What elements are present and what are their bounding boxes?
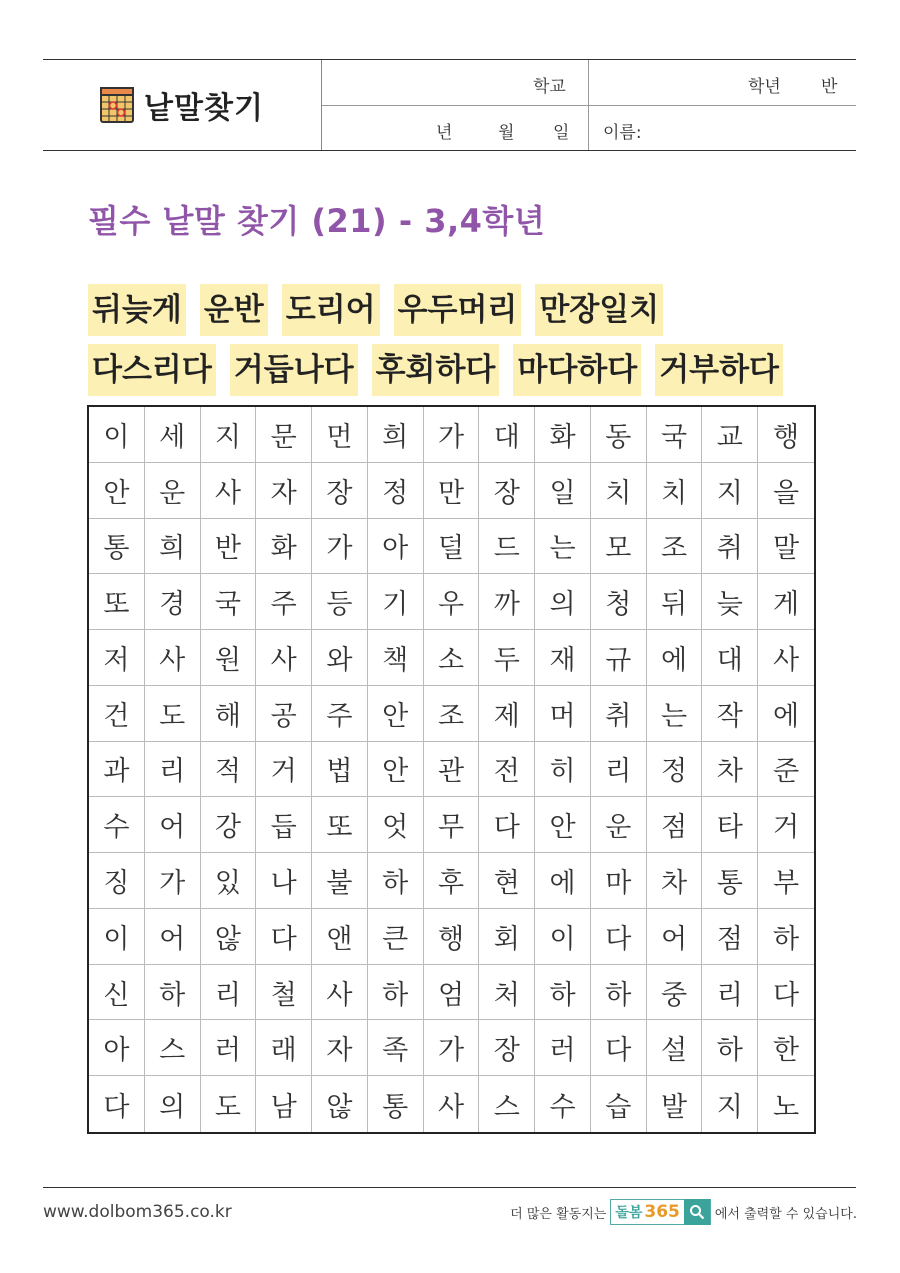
- grid-cell[interactable]: 마: [591, 853, 647, 909]
- grid-cell[interactable]: 법: [312, 742, 368, 798]
- footer-divider: [43, 1187, 856, 1188]
- grid-cell[interactable]: 어: [145, 797, 201, 853]
- grid-cell[interactable]: 리: [201, 965, 257, 1021]
- grid-cell[interactable]: 해: [201, 686, 257, 742]
- target-word: 다스리다: [88, 344, 216, 396]
- grid-cell[interactable]: 않: [312, 1076, 368, 1132]
- grid-cell[interactable]: 우: [424, 574, 480, 630]
- grid-cell[interactable]: 다: [591, 1020, 647, 1076]
- grid-cell[interactable]: 정: [647, 742, 703, 798]
- grid-cell[interactable]: 을: [758, 463, 814, 519]
- grid-cell[interactable]: 취: [591, 686, 647, 742]
- grid-cell[interactable]: 교: [702, 407, 758, 463]
- grid-cell[interactable]: 강: [201, 797, 257, 853]
- grid-cell[interactable]: 하: [591, 965, 647, 1021]
- footer-promo: [510, 1199, 857, 1225]
- grid-cell[interactable]: 드: [479, 519, 535, 575]
- grid-cell[interactable]: 자: [256, 463, 312, 519]
- grid-cell[interactable]: 건: [89, 686, 145, 742]
- grid-cell[interactable]: 장: [479, 463, 535, 519]
- grid-cell[interactable]: 자: [312, 1020, 368, 1076]
- grid-cell[interactable]: 사: [312, 965, 368, 1021]
- grid-cell[interactable]: 사: [145, 630, 201, 686]
- grid-cell[interactable]: 수: [535, 1076, 591, 1132]
- grid-cell[interactable]: 대: [479, 407, 535, 463]
- grid-cell[interactable]: 다: [256, 909, 312, 965]
- grid-cell[interactable]: 무: [424, 797, 480, 853]
- grid-cell[interactable]: 남: [256, 1076, 312, 1132]
- grid-cell[interactable]: 화: [256, 519, 312, 575]
- year-label: 년: [436, 123, 453, 143]
- grid-cell[interactable]: 있: [201, 853, 257, 909]
- grid-cell[interactable]: 스: [479, 1076, 535, 1132]
- grid-cell[interactable]: 래: [256, 1020, 312, 1076]
- grid-cell[interactable]: 도: [145, 686, 201, 742]
- school-label: 학교: [533, 77, 566, 97]
- header-divider: [588, 60, 589, 150]
- grid-cell[interactable]: 스: [145, 1020, 201, 1076]
- grid-cell[interactable]: 거: [758, 797, 814, 853]
- grid-cell[interactable]: 회: [479, 909, 535, 965]
- grid-cell[interactable]: 기: [368, 574, 424, 630]
- grid-cell[interactable]: 는: [535, 519, 591, 575]
- grid-cell[interactable]: 에: [535, 853, 591, 909]
- grid-cell[interactable]: 정: [368, 463, 424, 519]
- grid-cell[interactable]: 처: [479, 965, 535, 1021]
- grid-cell[interactable]: 세: [145, 407, 201, 463]
- grid-cell[interactable]: 사: [424, 1076, 480, 1132]
- grid-cell[interactable]: 늦: [702, 574, 758, 630]
- grid-cell[interactable]: 저: [89, 630, 145, 686]
- day-label: 일: [553, 123, 570, 143]
- grid-cell[interactable]: 큰: [368, 909, 424, 965]
- target-word: 거듭나다: [230, 344, 358, 396]
- grid-cell[interactable]: 동: [591, 407, 647, 463]
- grid-cell[interactable]: 다: [758, 965, 814, 1021]
- grid-cell[interactable]: 중: [647, 965, 703, 1021]
- grid-cell[interactable]: 행: [424, 909, 480, 965]
- grid-cell[interactable]: 통: [368, 1076, 424, 1132]
- grid-cell[interactable]: 점: [647, 797, 703, 853]
- grid-cell[interactable]: 앤: [312, 909, 368, 965]
- word-list-row-1: [88, 284, 677, 336]
- footer-url: www.dolbom365.co.kr: [43, 1202, 232, 1222]
- grid-cell[interactable]: 만: [424, 463, 480, 519]
- target-word: 도리어: [282, 284, 380, 336]
- grid-cell[interactable]: 책: [368, 630, 424, 686]
- page-title: 필수 낱말 찾기 (21) - 3,4학년: [88, 202, 546, 240]
- target-word: 거부하다: [655, 344, 783, 396]
- grid-cell[interactable]: 등: [312, 574, 368, 630]
- grid-cell[interactable]: 거: [256, 742, 312, 798]
- grid-cell[interactable]: 먼: [312, 407, 368, 463]
- grid-cell[interactable]: 사: [201, 463, 257, 519]
- grid-cell[interactable]: 하: [702, 1020, 758, 1076]
- grid-cell[interactable]: 히: [535, 742, 591, 798]
- grid-cell[interactable]: 러: [535, 1020, 591, 1076]
- word-search-grid-icon: [100, 87, 134, 123]
- grid-cell[interactable]: 규: [591, 630, 647, 686]
- grid-cell[interactable]: 아: [89, 1020, 145, 1076]
- grid-cell[interactable]: 문: [256, 407, 312, 463]
- grid-cell[interactable]: 대: [702, 630, 758, 686]
- grid-cell[interactable]: 게: [758, 574, 814, 630]
- grid-cell[interactable]: 어: [145, 909, 201, 965]
- grid-cell[interactable]: 설: [647, 1020, 703, 1076]
- grid-cell[interactable]: 준: [758, 742, 814, 798]
- grid-cell[interactable]: 치: [591, 463, 647, 519]
- grid-cell[interactable]: 다: [591, 909, 647, 965]
- grid-cell[interactable]: 사: [256, 630, 312, 686]
- grid-cell[interactable]: 아: [368, 519, 424, 575]
- grade-label: 학년: [748, 77, 781, 97]
- grid-cell[interactable]: 러: [201, 1020, 257, 1076]
- grid-cell[interactable]: 엇: [368, 797, 424, 853]
- grid-cell[interactable]: 까: [479, 574, 535, 630]
- grid-cell[interactable]: 모: [591, 519, 647, 575]
- grid-cell[interactable]: 주: [256, 574, 312, 630]
- grid-cell[interactable]: 지: [201, 407, 257, 463]
- target-word: 우두머리: [394, 284, 522, 336]
- grid-cell[interactable]: 두: [479, 630, 535, 686]
- grid-cell[interactable]: 원: [201, 630, 257, 686]
- grid-cell[interactable]: 국: [647, 407, 703, 463]
- grid-cell[interactable]: 관: [424, 742, 480, 798]
- grid-cell[interactable]: 다: [479, 797, 535, 853]
- grid-cell[interactable]: 제: [479, 686, 535, 742]
- grid-cell[interactable]: 리: [591, 742, 647, 798]
- grid-cell[interactable]: 리: [145, 742, 201, 798]
- grid-cell[interactable]: 엄: [424, 965, 480, 1021]
- grid-cell[interactable]: 는: [647, 686, 703, 742]
- grid-cell[interactable]: 에: [647, 630, 703, 686]
- grid-cell[interactable]: 이: [89, 909, 145, 965]
- grid-cell[interactable]: 하: [145, 965, 201, 1021]
- grid-cell[interactable]: 나: [256, 853, 312, 909]
- grid-cell[interactable]: 안: [368, 686, 424, 742]
- grid-cell[interactable]: 도: [201, 1076, 257, 1132]
- grid-cell[interactable]: 국: [201, 574, 257, 630]
- grid-cell[interactable]: 와: [312, 630, 368, 686]
- grid-cell[interactable]: 철: [256, 965, 312, 1021]
- target-word: 운반: [200, 284, 268, 336]
- grid-cell[interactable]: 하: [758, 909, 814, 965]
- grid-cell[interactable]: 가: [424, 407, 480, 463]
- grid-cell[interactable]: 운: [591, 797, 647, 853]
- grid-cell[interactable]: 습: [591, 1076, 647, 1132]
- grid-cell[interactable]: 화: [535, 407, 591, 463]
- grid-cell[interactable]: 어: [647, 909, 703, 965]
- grid-cell[interactable]: 작: [702, 686, 758, 742]
- grid-cell[interactable]: 신: [89, 965, 145, 1021]
- grid-cell[interactable]: 듭: [256, 797, 312, 853]
- grid-cell[interactable]: 발: [647, 1076, 703, 1132]
- grid-cell[interactable]: 가: [424, 1020, 480, 1076]
- grid-cell[interactable]: 가: [312, 519, 368, 575]
- grid-cell[interactable]: 통: [89, 519, 145, 575]
- footer-suffix: 에서 출력할 수 있습니다.: [714, 1206, 857, 1222]
- grid-cell[interactable]: 경: [145, 574, 201, 630]
- grid-cell[interactable]: 징: [89, 853, 145, 909]
- grid-cell[interactable]: 또: [312, 797, 368, 853]
- grid-cell[interactable]: 안: [368, 742, 424, 798]
- grid-cell[interactable]: 또: [89, 574, 145, 630]
- target-word: 마다하다: [513, 344, 641, 396]
- grid-cell[interactable]: 운: [145, 463, 201, 519]
- class-label: 반: [821, 77, 838, 97]
- grid-cell[interactable]: 뒤: [647, 574, 703, 630]
- brand-name: 돌봄: [615, 1205, 643, 1221]
- grid-cell[interactable]: 머: [535, 686, 591, 742]
- grid-cell[interactable]: 통: [702, 853, 758, 909]
- grid-cell[interactable]: 차: [702, 742, 758, 798]
- grid-cell[interactable]: 공: [256, 686, 312, 742]
- grid-cell[interactable]: 소: [424, 630, 480, 686]
- grid-cell[interactable]: 타: [702, 797, 758, 853]
- grid-cell[interactable]: 에: [758, 686, 814, 742]
- logo: [43, 60, 322, 150]
- target-word: 뒤늦게: [88, 284, 186, 336]
- grid-cell[interactable]: 안: [89, 463, 145, 519]
- grid-cell[interactable]: 치: [647, 463, 703, 519]
- grid-cell[interactable]: 사: [758, 630, 814, 686]
- grid-cell[interactable]: 지: [702, 463, 758, 519]
- grid-cell[interactable]: 전: [479, 742, 535, 798]
- worksheet-header: [43, 59, 856, 151]
- grid-cell[interactable]: 일: [535, 463, 591, 519]
- grid-cell[interactable]: 않: [201, 909, 257, 965]
- grid-cell[interactable]: 하: [535, 965, 591, 1021]
- grid-cell[interactable]: 이: [89, 407, 145, 463]
- grid-cell[interactable]: 과: [89, 742, 145, 798]
- grid-cell[interactable]: 가: [145, 853, 201, 909]
- logo-text: 낱말찾기: [144, 91, 264, 126]
- grid-cell[interactable]: 의: [535, 574, 591, 630]
- grid-cell[interactable]: 다: [89, 1076, 145, 1132]
- grid-cell[interactable]: 의: [145, 1076, 201, 1132]
- grid-cell[interactable]: 장: [312, 463, 368, 519]
- grid-cell[interactable]: 청: [591, 574, 647, 630]
- target-word: 만장일치: [535, 284, 663, 336]
- grid-cell[interactable]: 지: [702, 1076, 758, 1132]
- grid-cell[interactable]: 점: [702, 909, 758, 965]
- grid-cell[interactable]: 희: [145, 519, 201, 575]
- grid-cell[interactable]: 불: [312, 853, 368, 909]
- month-label: 월: [498, 123, 515, 143]
- grid-cell[interactable]: 수: [89, 797, 145, 853]
- grid-cell[interactable]: 한: [758, 1020, 814, 1076]
- header-divider: [322, 105, 856, 106]
- grid-cell[interactable]: 하: [368, 853, 424, 909]
- grid-cell[interactable]: 리: [702, 965, 758, 1021]
- grid-cell[interactable]: 덜: [424, 519, 480, 575]
- grid-cell[interactable]: 장: [479, 1020, 535, 1076]
- grid-cell[interactable]: 주: [312, 686, 368, 742]
- grid-cell[interactable]: 취: [702, 519, 758, 575]
- grid-cell[interactable]: 조: [647, 519, 703, 575]
- word-list-row-2: [88, 344, 797, 396]
- grid-cell[interactable]: 부: [758, 853, 814, 909]
- grid-cell[interactable]: 노: [773, 1091, 800, 1123]
- brand-search-box: [610, 1199, 711, 1225]
- grid-cell[interactable]: 이: [535, 909, 591, 965]
- grid-cell[interactable]: 후: [424, 853, 480, 909]
- grid-cell[interactable]: 말: [758, 519, 814, 575]
- grid-cell[interactable]: 희: [368, 407, 424, 463]
- search-icon: [684, 1199, 710, 1225]
- grid-cell[interactable]: 안: [535, 797, 591, 853]
- word-search-grid: [87, 405, 816, 1134]
- grid-cell[interactable]: 재: [535, 630, 591, 686]
- grid-cell[interactable]: 조: [424, 686, 480, 742]
- grid-cell[interactable]: 적: [201, 742, 257, 798]
- grid-cell[interactable]: 반: [201, 519, 257, 575]
- name-label: 이름:: [603, 123, 642, 143]
- grid-cell[interactable]: 족: [368, 1020, 424, 1076]
- grid-cell[interactable]: 차: [647, 853, 703, 909]
- grid-cell[interactable]: 현: [479, 853, 535, 909]
- target-word: 후회하다: [372, 344, 500, 396]
- footer-prefix: 더 많은 활동지는: [510, 1206, 607, 1222]
- grid-cell[interactable]: 하: [368, 965, 424, 1021]
- brand-number: 365: [644, 1202, 680, 1222]
- grid-cell[interactable]: 행: [758, 407, 814, 463]
